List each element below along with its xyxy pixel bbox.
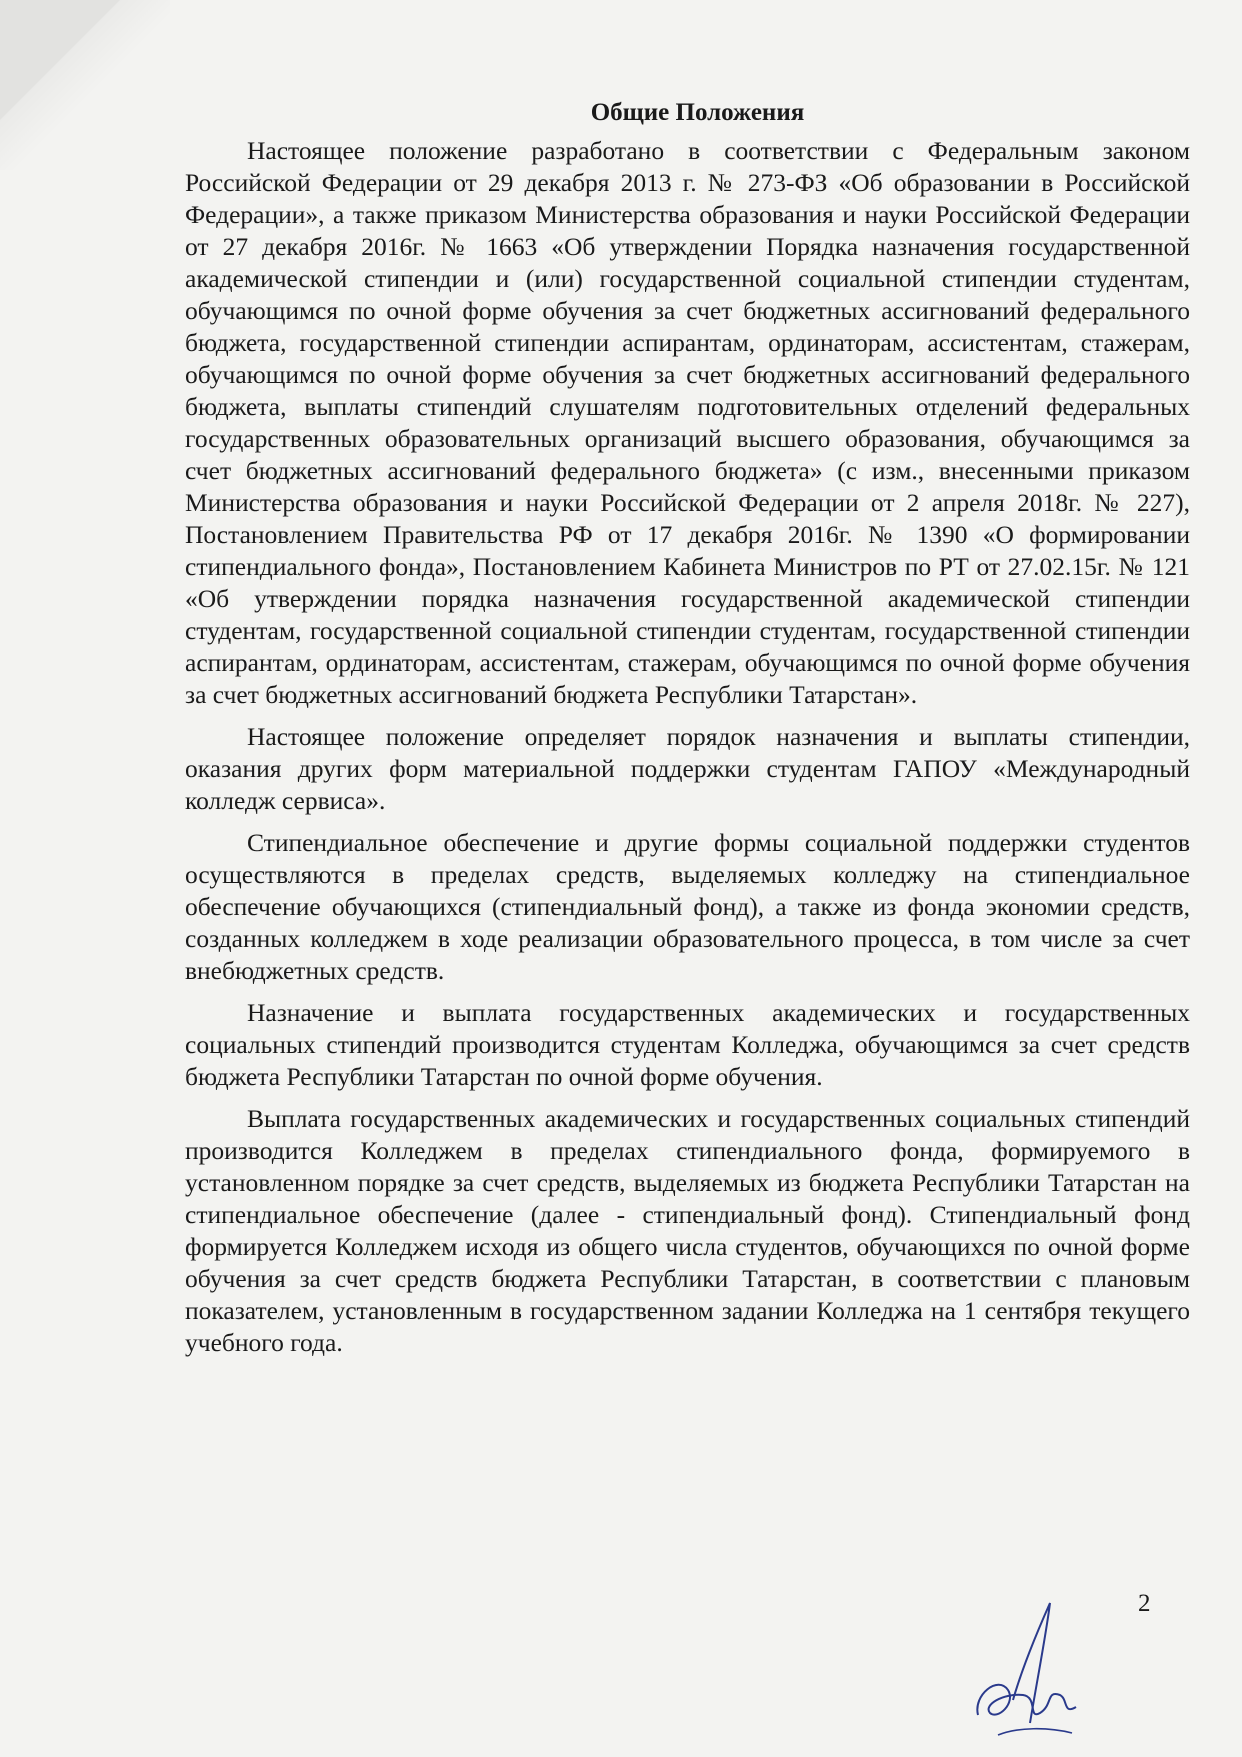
paragraph-assignment: Назначение и выплата государственных академических и государственных социальных стипендий производится студентам Колледжа, обучающимся за счет средств бюджета Республики Татарстан по очной форме обучения. xyxy=(185,998,1190,1091)
section-title: Общие Положения xyxy=(590,99,805,126)
paragraph-payment: Выплата государственных академических и государственных социальных стипендий производится Колледжем в пределах стипендиального фонда, формируемого в установленном порядке за счет средств, выделяемых из бюджета Республики Татарстан на стипендиальное обеспечение (далее - стипендиальный фонд). Стипендиальный фонд формируется Колледжем исходя из общего числа студентов, обучающихся по очной форме обучения за счет средств бюджета Республики Татарстан, в соответствии с плановым показателем, установленным в государственном задании Колледжа на 1 сентября текущего учебного года. xyxy=(185,1104,1190,1357)
folded-corner xyxy=(0,0,120,120)
paragraph-scope: Настоящее положение определяет порядок назначения и выплаты стипендии, оказания других форм материальной поддержки студентам ГАПОУ «Международный колледж сервиса». xyxy=(185,722,1190,815)
page-number: 2 xyxy=(1138,1590,1151,1617)
paragraph-funding: Стипендиальное обеспечение и другие формы социальной поддержки студентов осуществляются в пределах средств, выделяемых колледжу на стипендиальное обеспечение обучающихся (стипендиальный фонд), а также из фонда экономии средств, созданных колледжем в ходе реализации образовательного процесса, в том числе за счет внебюджетных средств. xyxy=(185,828,1190,985)
document-body xyxy=(185,95,1190,1369)
paragraph-legal-basis: Настоящее положение разработано в соответствии с Федеральным законом Российской Федерации от 29 декабря 2013 г. № 273-ФЗ «Об образовании в Российской Федерации», а также приказом Министерства образования и науки Российской Федерации от 27 декабря 2016г. № 1663 «Об утверждении Порядка назначения государственной академической стипендии и (или) государственной социальной стипендии студентам, обучающимся по очной форме обучения за счет бюджетных ассигнований федерального бюджета, государственной стипендии аспирантам, ординаторам, ассистентам, стажерам, обучающимся по очной форме обучения за счет бюджетных ассигнований федерального бюджета, выплаты стипендий слушателям подготовительных отделений федеральных государственных образовательных организаций высшего образования, обучающимся за счет бюджетных ассигнований федерального бюджета» (с изм., внесенными приказом Министерства образования и науки Российской Федерации от 2 апреля 2018г. № 227), Постановлением Правительства РФ от 17 декабря 2016г. № 1390 «О формировании стипендиального фонда», Постановлением Кабинета Министров по РТ от 27.02.15г. № 121 «Об утверждении порядка назначения государственной академической стипендии студентам, государственной социальной стипендии студентам, государственной стипендии аспирантам, ординаторам, ассистентам, стажерам, обучающимся по очной форме обучения за счет бюджетных ассигнований бюджета Республики Татарстан». xyxy=(185,136,1190,709)
signature-icon xyxy=(968,1595,1088,1745)
